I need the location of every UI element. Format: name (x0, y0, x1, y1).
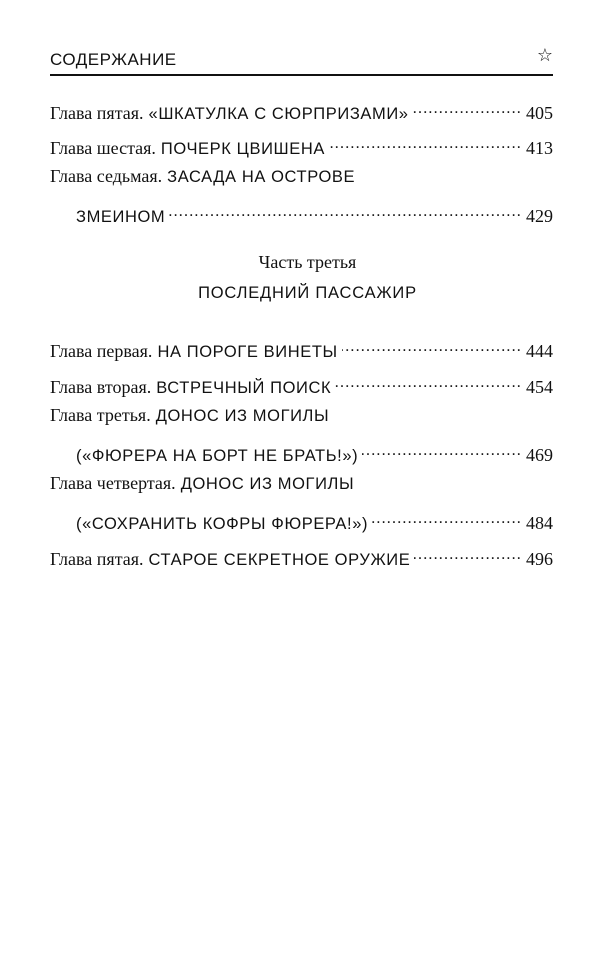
page-number: 454 (526, 377, 553, 397)
page-number: 469 (526, 445, 553, 465)
toc-entry-continuation[interactable] (76, 435, 553, 465)
toc-entry[interactable] (50, 539, 553, 569)
chapter-prefix: Глава четвертая. (50, 473, 176, 493)
chapter-prefix: Глава вторая. (50, 377, 152, 397)
dot-leader (329, 128, 522, 154)
chapter-title: СТАРОЕ СЕКРЕТНОЕ ОРУЖИЕ (148, 551, 411, 569)
dot-leader (169, 196, 522, 222)
page-number: 484 (526, 513, 553, 533)
chapter-title: ПОЧЕРК ЦВИШЕНА (160, 140, 325, 158)
chapter-prefix: Глава шестая. (50, 138, 156, 158)
page-number: 405 (526, 103, 553, 123)
toc-entry[interactable] (50, 367, 553, 397)
header-title: СОДЕРЖАНИЕ (50, 50, 177, 69)
page-number: 496 (526, 549, 553, 569)
header-rule (50, 74, 553, 76)
page-number: 429 (526, 206, 553, 226)
dot-leader (414, 539, 522, 565)
chapter-prefix: Глава пятая. (50, 103, 144, 123)
dot-leader (413, 93, 522, 119)
chapter-title-continuation: («ФЮРЕРА НА БОРТ НЕ БРАТЬ!») (76, 447, 359, 465)
dot-leader (362, 435, 522, 461)
page-header (50, 46, 553, 74)
page-number: 413 (526, 138, 553, 158)
chapter-prefix: Глава пятая. (50, 549, 144, 569)
toc-entry[interactable] (50, 93, 553, 123)
part-title: ПОСЛЕДНИЙ ПАССАЖИР (198, 284, 417, 302)
part-label: Часть третья (258, 252, 357, 272)
chapter-prefix: Глава первая. (50, 341, 153, 361)
chapter-title: ЗАСАДА НА ОСТРОВЕ (167, 168, 356, 186)
chapter-title: «ШКАТУЛКА С СЮРПРИЗАМИ» (148, 105, 409, 123)
chapter-title-continuation: («СОХРАНИТЬ КОФРЫ ФЮРЕРА!») (76, 515, 369, 533)
chapter-title: ДОНОС ИЗ МОГИЛЫ (155, 407, 330, 425)
chapter-prefix: Глава третья. (50, 405, 151, 425)
dot-leader (342, 331, 522, 357)
toc-entry[interactable] (50, 402, 553, 428)
chapter-title-continuation: ЗМЕИНОМ (76, 208, 166, 226)
toc-entry-continuation[interactable] (76, 503, 553, 533)
chapter-title: НА ПОРОГЕ ВИНЕТЫ (157, 343, 338, 361)
toc-entry-continuation[interactable] (76, 196, 553, 226)
toc-entry[interactable] (50, 331, 553, 361)
page-number: 444 (526, 341, 553, 361)
toc-entry[interactable] (50, 163, 553, 189)
chapter-prefix: Глава седьмая. (50, 166, 163, 186)
dot-leader (372, 503, 522, 529)
chapter-title: ДОНОС ИЗ МОГИЛЫ (180, 475, 355, 493)
chapter-title: ВСТРЕЧНЫЙ ПОИСК (156, 379, 332, 397)
dot-leader (335, 367, 522, 393)
star-icon: ☆ (536, 45, 553, 66)
toc-entry[interactable] (50, 128, 553, 158)
toc-entry[interactable] (50, 470, 553, 496)
